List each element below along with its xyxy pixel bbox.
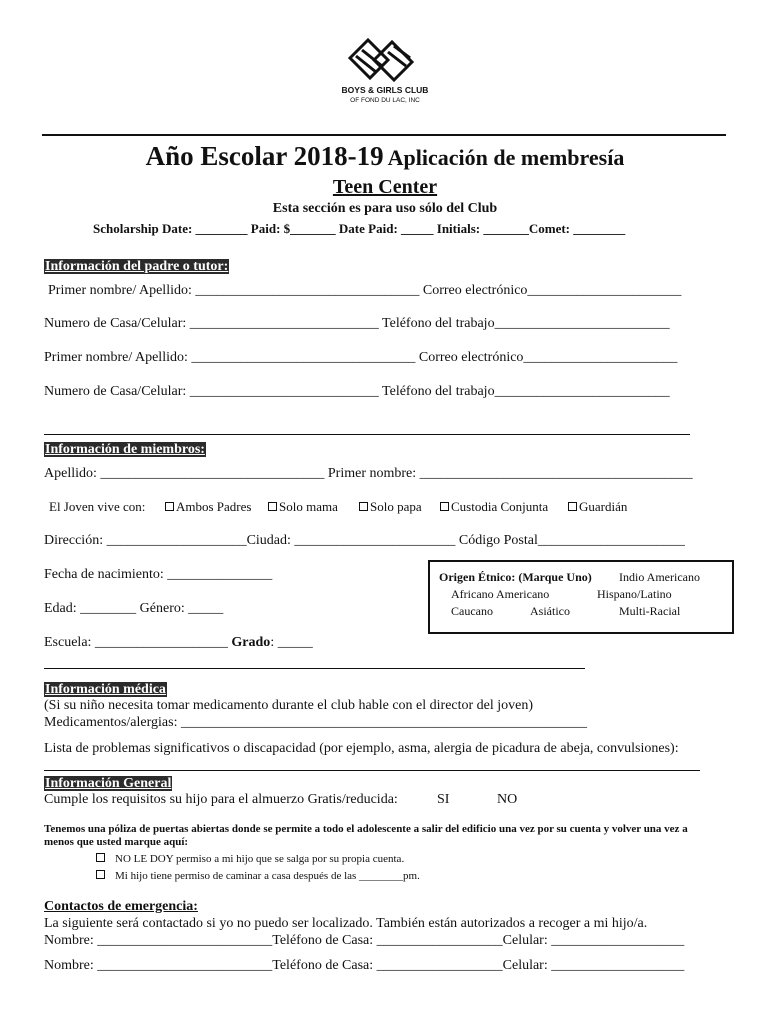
problems-line[interactable]: Lista de problemas significativos o discapacidad (por ejemplo, asma, alergia de picadura de abeja, convulsiones): <box>44 741 679 756</box>
lunch-line: Cumple los requisitos su hijo para el almuerzo Gratis/reducida: <box>44 792 398 807</box>
emergency-contact-1[interactable]: Nombre: _________________________Teléfono de Casa: __________________Celular: ___________________ <box>44 933 685 948</box>
ethnic-option[interactable]: Multi-Racial <box>619 604 681 618</box>
lunch-no-option[interactable]: NO <box>497 792 518 807</box>
emergency-contact-2[interactable]: Nombre: _________________________Teléfono de Casa: __________________Celular: ___________________ <box>44 958 685 973</box>
birth-date-line[interactable]: Fecha de nacimiento: _______________ <box>44 567 273 582</box>
parent-heading <box>44 257 229 275</box>
emergency-heading: Contactos de emergencia: <box>44 899 198 914</box>
lives-with-option-label: Solo mama <box>279 499 338 514</box>
problems-answer-line[interactable] <box>44 770 700 771</box>
ethnic-origin-box <box>428 560 734 634</box>
ethnic-option[interactable]: Indio Americano <box>619 570 700 584</box>
club-logo-sub: OF FOND DU LAC, INC <box>350 97 420 104</box>
lives-with-option-joint[interactable] <box>440 499 548 515</box>
lives-with-label: El Joven vive con: <box>49 499 146 514</box>
club-use-fields[interactable]: Scholarship Date: ________ Paid: $_______ Date Paid: _____ Initials: _______Comet: ________ <box>93 221 626 236</box>
permission-option-walk[interactable] <box>96 870 420 882</box>
permission-option-label: NO LE DOY permiso a mi hijo que se salga por su propia cuenta. <box>115 853 405 865</box>
emergency-note: La siguiente será contactado si yo no puedo ser localizado. También están autorizados a recoger a mi hijo/a. <box>44 916 648 931</box>
parent-heading-label: Información del padre o tutor: <box>45 259 229 274</box>
parent2-phone-line[interactable]: Numero de Casa/Celular: ___________________________ Teléfono del trabajo_________________________ <box>44 384 670 399</box>
open-door-policy: Tenemos una póliza de puertas abiertas donde se permite a todo el adolescente a salir del edificio una vez por su cuenta y volver una vez a menos que usted marque aquí: <box>44 823 688 848</box>
club-logo <box>330 36 440 108</box>
lives-with-option-label: Ambos Padres <box>176 499 252 514</box>
lives-with-option-guardian[interactable] <box>568 499 627 515</box>
checkbox-icon <box>440 502 449 511</box>
parent-section-rule <box>44 434 690 435</box>
lives-with-option-mother[interactable] <box>268 499 338 515</box>
parent2-name-line[interactable]: Primer nombre/ Apellido: ________________________________ Correo electrónico______________________ <box>44 350 678 365</box>
medications-line[interactable]: Medicamentos/alergias: __________________________________________________________ <box>44 715 587 730</box>
grade-label: Grado <box>231 635 271 650</box>
ethnic-option[interactable]: Africano Americano <box>451 587 550 601</box>
lives-with-option-label: Solo papa <box>370 499 422 514</box>
school-field: Escuela: ___________________ <box>44 635 228 650</box>
address-line[interactable]: Dirección: ____________________Ciudad: _______________________ Código Postal_____________________ <box>44 533 685 548</box>
lives-with-option-father[interactable] <box>359 499 422 515</box>
checkbox-icon <box>96 870 105 879</box>
member-heading <box>44 440 206 458</box>
medical-note: (Si su niño necesita tomar medicamento durante el club hable con el director del joven) <box>44 698 534 713</box>
club-use-note: Esta sección es para uso sólo del Club <box>272 201 498 216</box>
ethnic-heading: Origen Étnico: (Marque Uno) <box>439 570 592 584</box>
page-title-rest: Aplicación de membresía <box>387 145 625 170</box>
medical-heading-label: Información médica <box>45 682 166 697</box>
medical-heading <box>44 680 167 698</box>
permission-option-no[interactable] <box>96 853 404 865</box>
age-gender-line[interactable]: Edad: ________ Género: _____ <box>44 601 224 616</box>
general-heading <box>44 774 172 792</box>
grade-field: : _____ <box>270 635 313 650</box>
top-rule <box>42 134 726 136</box>
lunch-yes-option[interactable]: SI <box>437 792 450 807</box>
parent1-name-line[interactable]: Primer nombre/ Apellido: ________________________________ Correo electrónico______________________ <box>48 283 682 298</box>
ethnic-option[interactable]: Asiático <box>530 604 570 618</box>
parent1-phone-line[interactable]: Numero de Casa/Celular: ___________________________ Teléfono del trabajo_________________________ <box>44 316 670 331</box>
school-grade-line[interactable] <box>44 635 313 651</box>
club-logo-name: BOYS & GIRLS CLUB <box>341 85 429 95</box>
checkbox-icon <box>568 502 577 511</box>
page-subtitle: Teen Center <box>332 176 438 198</box>
permission-option-label: Mi hijo tiene permiso de caminar a casa después de las ________pm. <box>115 870 420 882</box>
lives-with-option-both[interactable] <box>165 499 251 515</box>
lives-with-row <box>49 499 145 515</box>
lives-with-option-label: Custodia Conjunta <box>451 499 549 514</box>
checkbox-icon <box>268 502 277 511</box>
checkbox-icon <box>359 502 368 511</box>
member-heading-label: Información de miembros: <box>45 442 205 457</box>
checkbox-icon <box>96 853 105 862</box>
club-logo-icon <box>330 36 440 84</box>
ethnic-option[interactable]: Hispano/Latino <box>597 587 672 601</box>
lives-with-option-label: Guardián <box>579 499 628 514</box>
ethnic-option[interactable]: Caucano <box>451 604 493 618</box>
member-section-rule <box>44 668 585 669</box>
member-name-line[interactable]: Apellido: ________________________________ Primer nombre: _______________________________________ <box>44 466 693 481</box>
page-title-main: Año Escolar 2018-19 <box>145 141 384 171</box>
checkbox-icon <box>165 502 174 511</box>
page-title <box>0 141 770 172</box>
general-heading-label: Información General <box>45 776 172 791</box>
